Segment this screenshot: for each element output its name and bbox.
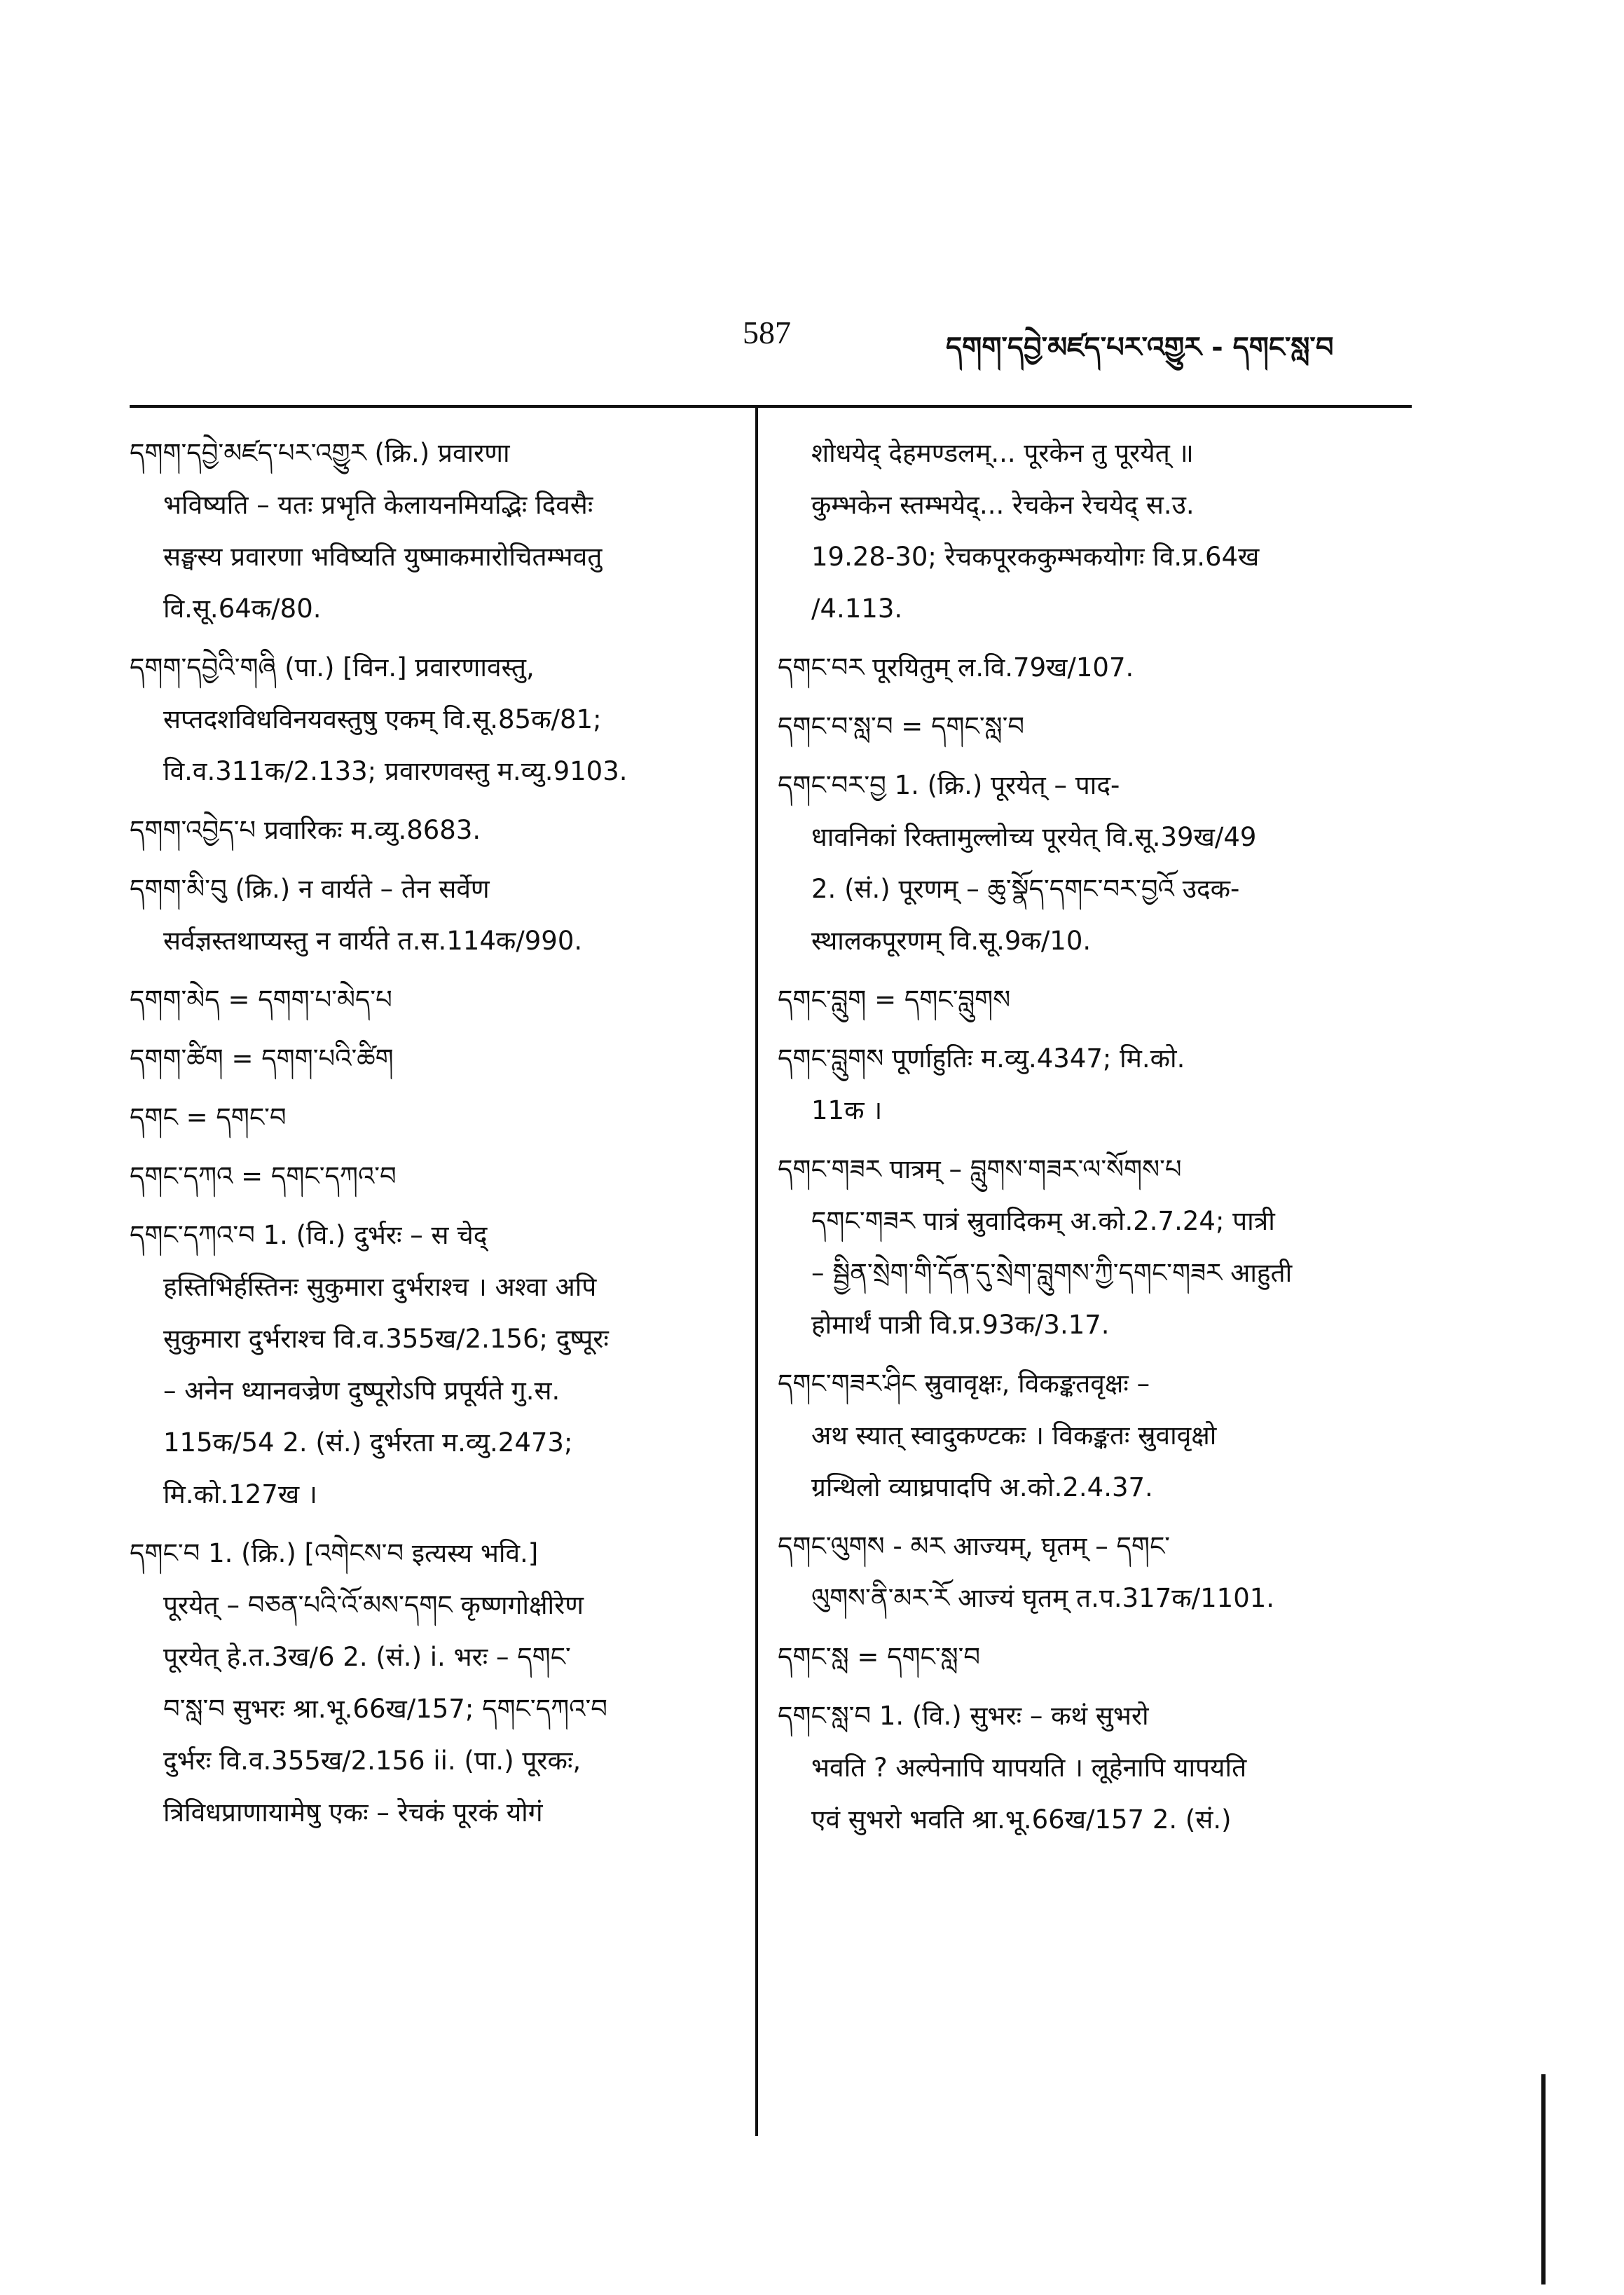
dictionary-entry (130, 642, 739, 797)
entry-line: དགང་བར་བྱ 1. (क्रि.) पूरयेत् – पाद- (778, 770, 1120, 800)
entry-line: ग्रन्थिलो व्याघ्रपादपि अ.को.2.4.37. (811, 1472, 1153, 1502)
entry-line: त्रिविधप्राणायामेषु एकः – रेचकं पूरकं योगं (163, 1797, 543, 1828)
dictionary-entry (778, 1631, 1394, 1683)
dictionary-entry (778, 427, 1394, 635)
dictionary-entry (130, 863, 739, 967)
entry-line: 115क/54 2. (सं.) दुर्भरता म.व्यु.2473; (163, 1427, 573, 1458)
entry-line: དགག་དབྱེ་མཛད་པར་འགྱུར (क्रि.) प्रवारणा (130, 438, 510, 468)
running-head: དགག་དབྱེ་མཛད་པར་འགྱུར - དགང་སླ་བ (946, 331, 1334, 364)
dictionary-entry (778, 701, 1394, 753)
dictionary-entry (778, 974, 1394, 1026)
entry-line: དགང་གཟར་ཤིང स्रुवावृक्षः, विकङ्कतवृक्षः – (778, 1369, 1150, 1399)
dictionary-entry (778, 760, 1394, 967)
entry-line: – अनेन ध्यानवज्रेण दुष्पूरोऽपि प्रपूर्यते गु.स. (163, 1376, 560, 1406)
dictionary-entry (778, 1358, 1394, 1514)
dictionary-entry (130, 1151, 739, 1203)
dictionary-entry (130, 1528, 739, 1839)
entry-line: पूरयेत् – བཅན་པའི་འོ་མས་དགང कृष्णगोक्षीरेण (163, 1590, 584, 1620)
entry-line: धावनिकां रिक्तामुल्लोच्य पूरयेत् वि.सू.39ख/49 (811, 822, 1257, 852)
entry-line: དགང་གཟར पात्रम् – བླུགས་གཟར་ལ་སོགས་པ (778, 1154, 1182, 1184)
entry-line: भविष्यति – यतः प्रभृति केलायनमियद्भिः दिवसैः (163, 490, 593, 520)
dictionary-entry (130, 1033, 739, 1085)
entry-line: भवति ? अल्पेनापि यापयति । लूहेनापि यापयति (811, 1753, 1247, 1783)
entry-line: सुकुमारा दुर्भराश्च वि.व.355ख/2.156; दुष्पूरः (163, 1324, 609, 1354)
entry-line: དགང་དཀའ་བ 1. (वि.) दुर्भरः – स चेद् (130, 1220, 488, 1250)
entry-line: དགང་ལུགས - མར आज्यम्, घृतम् – དགང་ (778, 1531, 1171, 1561)
right-column (778, 427, 1394, 1853)
entry-line: དགག་འབྱེད་པ प्रवारिकः म.व्यु.8683. (130, 815, 481, 845)
column-divider (755, 405, 758, 2136)
entry-line: दुर्भरः वि.व.355ख/2.156 ii. (पा.) पूरकः, (163, 1746, 582, 1776)
dictionary-entry (130, 1092, 739, 1144)
entry-line: དགག་མེད = དགག་པ་མེད་པ (130, 985, 392, 1015)
entry-line: स्थालकपूरणम् वि.सू.9क/10. (811, 926, 1092, 956)
entry-line: हस्तिभिर्हस्तिनः सुकुमारा दुर्भराश्च । अश्वा अपि (163, 1272, 597, 1302)
dictionary-entry (130, 804, 739, 856)
entry-line: དགང་བ 1. (क्रि.) [འགེངས་བ इत्यस्य भवि.] (130, 1538, 539, 1568)
dictionary-entry (778, 1690, 1394, 1846)
entry-line: དགང = དགང་བ (130, 1102, 287, 1132)
entry-line: अथ स्यात् स्वादुकण्टकः । विकङ्कतः स्रुवावृक्षो (811, 1420, 1217, 1451)
entry-line: བ་སླ་བ सुभरः श्रा.भू.66ख/157; དགང་དཀའ་བ (163, 1694, 607, 1724)
entry-line: होमार्थं पात्री वि.प्र.93क/3.17. (811, 1310, 1110, 1340)
entry-line: དགང་སླ = དགང་སླ་བ (778, 1642, 981, 1672)
entry-line: དགང་བར पूरयितुम् ल.वि.79ख/107. (778, 652, 1134, 683)
page-number: 587 (743, 315, 791, 350)
entry-line: དགག་དབྱེའི་གཞི (पा.) [विन.] प्रवारणावस्तु, (130, 652, 535, 683)
dictionary-entry (130, 974, 739, 1026)
dictionary-entry (130, 427, 739, 635)
entry-line: དགང་བླུག = དགང་བླུགས (778, 985, 1011, 1015)
entry-line: ལུགས་ནི་མར་རོ आज्यं घृतम् त.प.317क/1101. (811, 1583, 1275, 1613)
entry-line: 19.28-30; रेचकपूरककुम्भकयोगः वि.प्र.64ख (811, 542, 1260, 572)
edge-mark (1541, 2074, 1546, 2284)
entry-line: 11क । (811, 1095, 883, 1125)
entry-line: དགང་གཟར पात्रं स्रुवादिकम् अ.को.2.7.24; पात्री (811, 1206, 1275, 1236)
entry-line: सङ्घस्य प्रवारणा भविष्यति युष्माकमारोचितम्भवतु (163, 542, 603, 572)
entry-line: एवं सुभरो भवति श्रा.भू.66ख/157 2. (सं.) (811, 1804, 1232, 1835)
dictionary-entry (778, 1144, 1394, 1351)
dictionary-entry (778, 1033, 1394, 1137)
entry-line: དགག་ཚིག = དགག་པའི་ཚིག (130, 1043, 394, 1074)
entry-line: वि.व.311क/2.133; प्रवारणवस्तु म.व्यु.9103. (163, 756, 628, 786)
dictionary-entry (130, 1210, 739, 1521)
top-rule (130, 405, 1412, 408)
entry-line: सर्वज्ञस्तथाप्यस्तु न वार्यते त.स.114क/990. (163, 926, 583, 956)
entry-line: मि.को.127ख । (163, 1479, 317, 1509)
entry-line: /4.113. (811, 594, 903, 624)
entry-line: དགང་བླུགས पूर्णाहुतिः म.व्यु.4347; मि.को. (778, 1043, 1185, 1074)
entry-line: – སྦྱིན་སྲེག་གི་དོན་དུ་སྲེག་བླུགས་ཀྱི་དགང་གཟར आहुती (811, 1258, 1293, 1288)
dictionary-entry (778, 642, 1394, 694)
entry-line: पूरयेत् हे.त.3ख/6 2. (सं.) i. भरः – དགང་ (163, 1642, 571, 1672)
entry-line: 2. (सं.) पूरणम् – ཆུ་སྣོད་དགང་བར་བྱའོ उदक- (811, 874, 1240, 904)
entry-line: དགང་སླ་བ 1. (वि.) सुभरः – कथं सुभरो (778, 1701, 1149, 1731)
entry-line: कुम्भकेन स्तम्भयेद्... रेचकेन रेचयेद् स.उ. (811, 490, 1195, 520)
entry-line: वि.सू.64क/80. (163, 594, 322, 624)
entry-line: शोधयेद् देहमण्डलम्... पूरकेन तु पूरयेत् ॥ (811, 438, 1194, 468)
entry-line: དགང་དཀའ = དགང་དཀའ་བ (130, 1161, 397, 1191)
entry-line: सप्तदशविधविनयवस्तुषु एकम् वि.सू.85क/81; (163, 704, 602, 734)
entry-line: དགང་བ་སླ་བ = དགང་སླ་བ (778, 711, 1025, 741)
entry-line: དགག་མི་བུ (क्रि.) न वार्यते – तेन सर्वेण (130, 874, 490, 904)
left-column (130, 427, 739, 1846)
dictionary-entry (778, 1521, 1394, 1624)
